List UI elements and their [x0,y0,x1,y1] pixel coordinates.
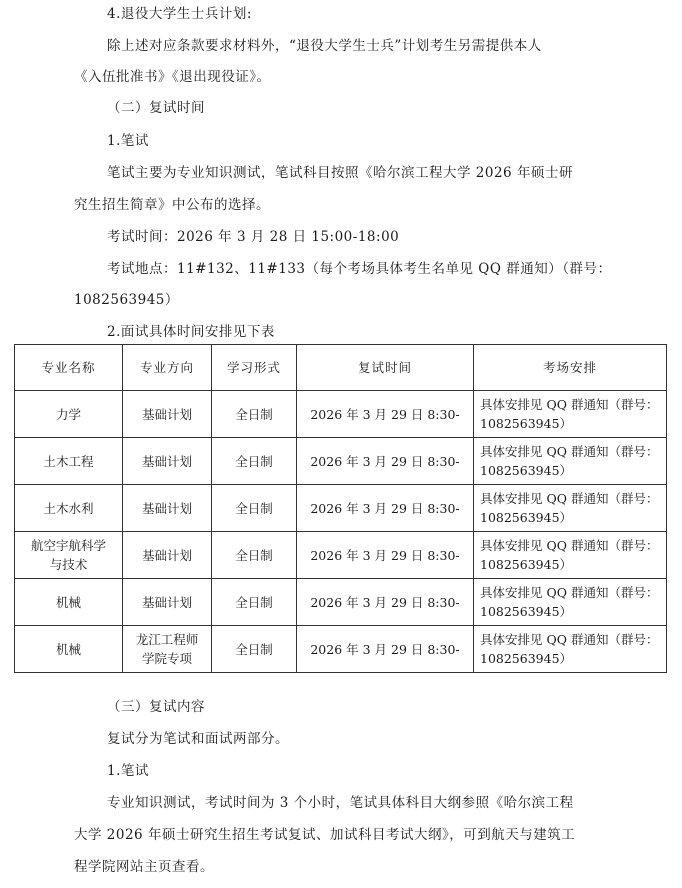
cell-mode: 全日制 [212,532,297,579]
header-direction: 专业方向 [123,345,212,391]
cell-direction: 基础计划 [123,532,212,579]
cell-major: 土木水利 [15,485,123,532]
table-row [15,532,667,579]
paragraph-veteran-materials-cont: 《入伍批准书》《退出现役证》。 [74,69,271,85]
cell-time: 2026 年 3 月 29 日 8:30- [297,532,474,579]
cell-mode: 全日制 [212,438,297,485]
cell-arrangement: 具体安排见 QQ 群通知（群号： 1082563945） [474,532,667,579]
paragraph-veteran-materials: 除上述对应条款要求材料外，“退役大学生士兵”计划考生另需提供本人 [107,38,542,54]
paragraph-retest-parts: 复试分为笔试和面试两部分。 [107,731,289,747]
header-exam-arrangement: 考场安排 [474,345,667,391]
cell-arrangement: 具体安排见 QQ 群通知（群号： 1082563945） [474,391,667,438]
cell-mode: 全日制 [212,579,297,626]
paragraph-written-content-end: 程学院网站主页查看。 [74,859,214,875]
table-row [15,438,667,485]
cell-direction: 基础计划 [123,391,212,438]
cell-major: 力学 [15,391,123,438]
cell-time: 2026 年 3 月 29 日 8:30- [297,438,474,485]
cell-arrangement: 具体安排见 QQ 群通知（群号： 1082563945） [474,485,667,532]
table-row [15,579,667,626]
interview-schedule-table [14,344,667,673]
cell-direction: 基础计划 [123,485,212,532]
paragraph-written-content-cont: 大学 2026 年硕士研究生招生考试复试、加试科目考试大纲》，可到航天与建筑工 [74,827,576,843]
cell-major: 机械 [15,626,123,673]
subheading-written-test-2: 1.笔试 [107,763,149,779]
cell-mode: 全日制 [212,391,297,438]
exam-location: 考试地点：11#132、11#133（每个考场具体考生名单见 QQ 群通知）（群号： [107,261,612,277]
cell-time: 2026 年 3 月 29 日 8:30- [297,579,474,626]
cell-major: 航空宇航科学 与技术 [15,532,123,579]
section-heading-retest-content: （三）复试内容 [107,699,205,715]
cell-mode: 全日制 [212,626,297,673]
exam-location-cont: 1082563945） [74,292,179,308]
cell-arrangement: 具体安排见 QQ 群通知（群号： 1082563945） [474,579,667,626]
cell-major: 机械 [15,579,123,626]
paragraph-written-test-cont: 究生招生简章》中公布的选择。 [74,197,270,213]
cell-arrangement: 具体安排见 QQ 群通知（群号： 1082563945） [474,438,667,485]
header-major: 专业名称 [15,345,123,391]
exam-time: 考试时间：2026 年 3 月 28 日 15:00-18:00 [107,229,400,245]
cell-direction: 基础计划 [123,579,212,626]
cell-time: 2026 年 3 月 29 日 8:30- [297,485,474,532]
cell-direction: 龙江工程师 学院专项 [123,626,212,673]
header-study-mode: 学习形式 [212,345,297,391]
cell-arrangement: 具体安排见 QQ 群通知（群号： 1082563945） [474,626,667,673]
table-row [15,485,667,532]
cell-mode: 全日制 [212,485,297,532]
cell-major: 土木工程 [15,438,123,485]
paragraph-written-content: 专业知识测试，考试时间为 3 个小时，笔试具体科目大纲参照《哈尔滨工程 [107,795,574,811]
section-heading-retest-time: （二）复试时间 [107,100,205,116]
table-row [15,626,667,673]
table-row [15,391,667,438]
cell-direction: 基础计划 [123,438,212,485]
cell-time: 2026 年 3 月 29 日 8:30- [297,391,474,438]
subheading-written-test: 1.笔试 [107,133,149,149]
header-retest-time: 复试时间 [297,345,474,391]
paragraph-written-test: 笔试主要为专业知识测试，笔试科目按照《哈尔滨工程大学 2026 年硕士研 [107,165,573,181]
table-header-row [15,345,667,391]
cell-time: 2026 年 3 月 29 日 8:30- [297,626,474,673]
subheading-interview-schedule: 2.面试具体时间安排见下表 [107,324,275,340]
heading-veteran-plan: 4.退役大学生士兵计划: [107,6,252,22]
